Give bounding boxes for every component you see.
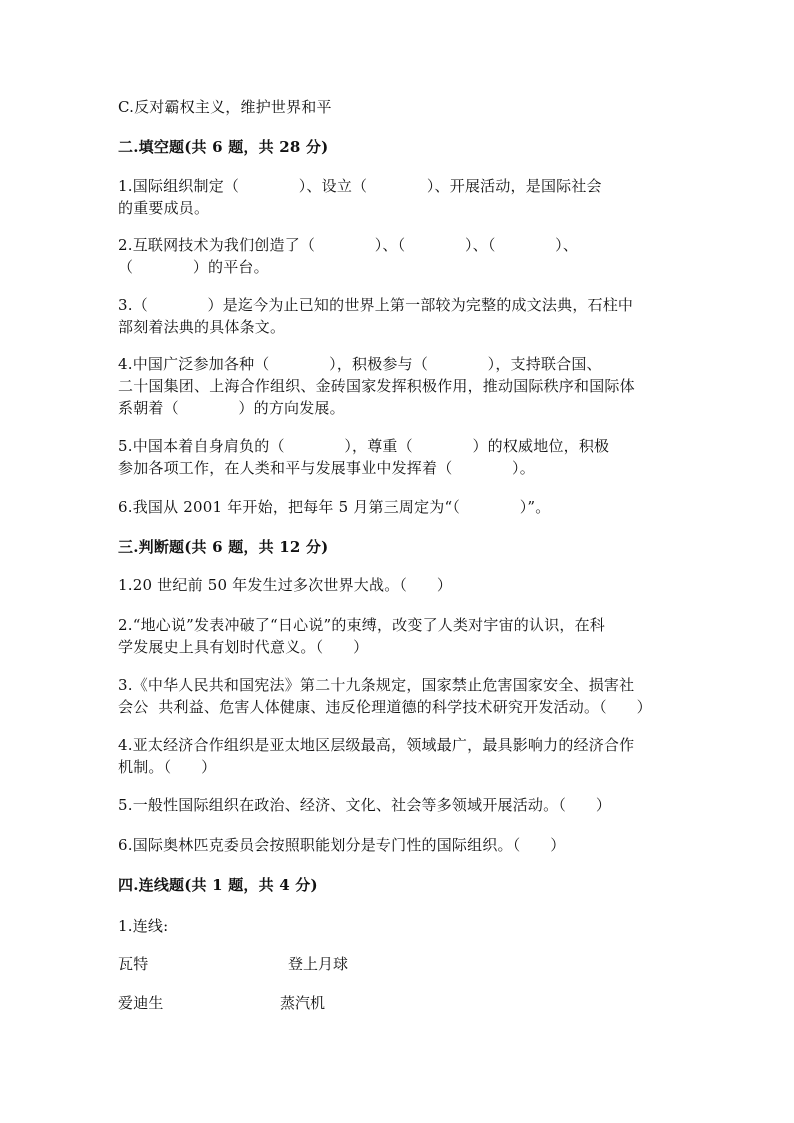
- judge-q5-line1: 5.一般性国际组织在政治、经济、文化、社会等多领域开展活动。（ ）: [118, 796, 612, 814]
- fill-q1-line1: 1.国际组织制定（ ）、设立（ ）、开展活动，是国际社会: [118, 177, 602, 195]
- judge-q3-line1: 3.《中华人民共和国宪法》第二十九条规定，国家禁止危害国家安全、损害社: [118, 676, 635, 694]
- fill-q3-line1: 3.（ ）是迄今为止已知的世界上第一部较为完整的成文法典，石柱中: [118, 296, 634, 314]
- option-c: C.反对霸权主义，维护世界和平: [118, 98, 332, 116]
- judge-q3-line2: 会公 共利益、危害人体健康、违反伦理道德的科学技术研究开发活动。（ ）: [118, 698, 652, 716]
- match-left-1: 瓦特: [118, 955, 149, 973]
- fill-q4-line2: 二十国集团、上海合作组织、金砖国家发挥积极作用，推动国际秩序和国际体: [118, 377, 635, 395]
- judge-q4-line1: 4.亚太经济合作组织是亚太地区层级最高，领域最广，最具影响力的经济合作: [118, 736, 635, 754]
- fill-q2-line1: 2.互联网技术为我们创造了（ ）、（ ）、（ ）、: [118, 236, 579, 254]
- match-q1-label: 1.连线:: [118, 917, 169, 935]
- judge-q1-line1: 1.20 世纪前 50 年发生过多次世界大战。（ ）: [118, 576, 453, 594]
- section-4-title: 四.连线题(共 1 题，共 4 分): [118, 876, 318, 894]
- fill-q5-line2: 参加各项工作，在人类和平与发展事业中发挥着（ ）。: [118, 459, 535, 477]
- fill-q2-line2: （ ）的平台。: [118, 258, 269, 276]
- judge-q4-line2: 机制。（ ）: [118, 758, 217, 776]
- fill-q6-line1: 6.我国从 2001 年开始，把每年 5 月第三周定为“（ ）”。: [118, 498, 551, 516]
- judge-q2-line2: 学发展史上具有划时代意义。（ ）: [118, 638, 369, 656]
- match-right-1: 登上月球: [288, 955, 349, 973]
- judge-q2-line1: 2.“地心说”发表冲破了“日心说”的束缚，改变了人类对宇宙的认识，在科: [118, 616, 605, 634]
- fill-q5-line1: 5.中国本着自身肩负的（ ），尊重（ ）的权威地位，积极: [118, 437, 610, 455]
- match-left-2: 爱迪生: [118, 994, 164, 1012]
- fill-q4-line1: 4.中国广泛参加各种（ ），积极参与（ ），支持联合国、: [118, 355, 602, 373]
- fill-q1-line2: 的重要成员。: [118, 199, 210, 217]
- fill-q4-line3: 系朝着（ ）的方向发展。: [118, 399, 345, 417]
- fill-q3-line2: 部刻着法典的具体条文。: [118, 318, 286, 336]
- judge-q6-line1: 6.国际奥林匹克委员会按照职能划分是专门性的国际组织。（ ）: [118, 836, 566, 854]
- section-3-title: 三.判断题(共 6 题，共 12 分): [118, 538, 329, 556]
- section-2-title: 二.填空题(共 6 题，共 28 分): [118, 138, 329, 156]
- match-right-2: 蒸汽机: [280, 994, 326, 1012]
